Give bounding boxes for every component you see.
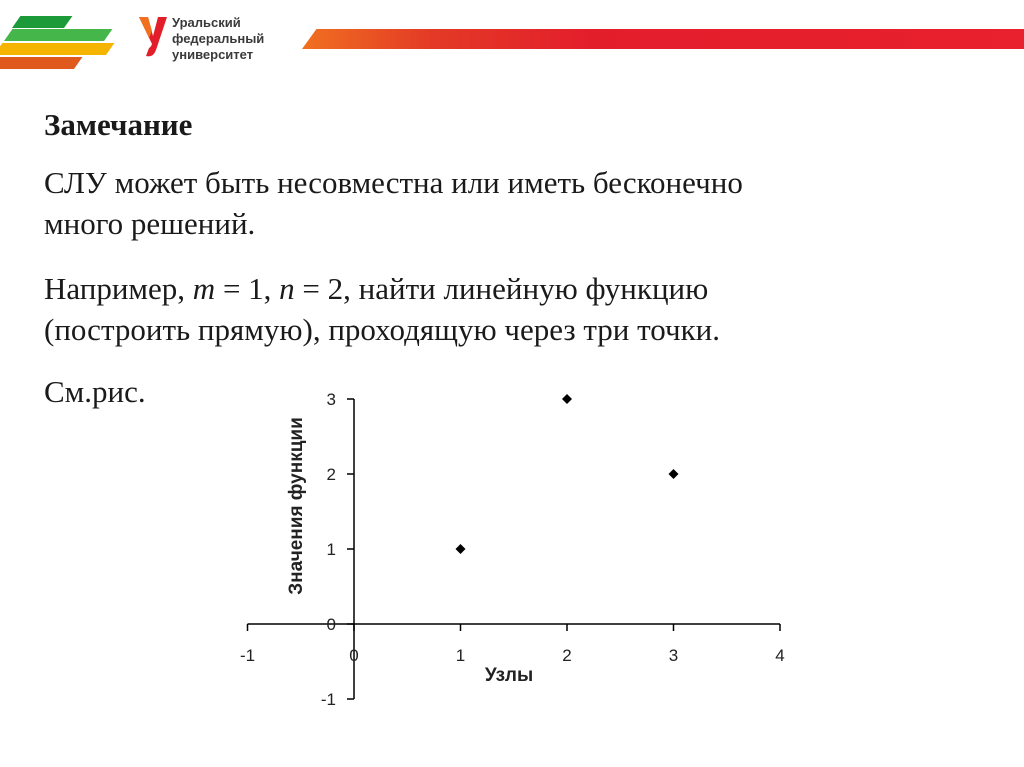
paragraph-example-line-2: (построить прямую), проходящую через три точки. xyxy=(44,312,720,347)
y-tick-label: -1 xyxy=(320,690,336,709)
data-point xyxy=(562,394,572,404)
y-tick-label: 0 xyxy=(326,615,336,634)
x-axis-title: Узлы xyxy=(484,665,534,686)
see-figure-text: См.рис. xyxy=(44,374,146,409)
var-n: n xyxy=(279,271,295,306)
x-tick-label: 2 xyxy=(562,646,572,665)
logo-line-2: федеральный xyxy=(172,31,265,46)
y-tick-label: 2 xyxy=(326,465,336,484)
y-tick-label: 3 xyxy=(326,390,336,409)
data-point xyxy=(456,544,466,554)
x-tick-label: -1 xyxy=(239,646,256,665)
logo-line-3: университет xyxy=(172,47,254,62)
y-tick-label: 1 xyxy=(326,540,336,559)
paragraph-remark-line-2: много решений. xyxy=(44,206,256,241)
slide-title: Замечание xyxy=(44,107,193,142)
y-axis-title: Значения функции xyxy=(286,417,307,595)
x-tick-label: 1 xyxy=(455,646,466,665)
example-rest: = 2, найти линейную функцию xyxy=(294,271,709,306)
example-lead: Например, xyxy=(44,271,193,306)
example-m-eq: = 1, xyxy=(215,271,280,306)
x-tick-label: 4 xyxy=(775,646,785,665)
data-point xyxy=(669,469,679,479)
paragraph-remark-line-1: СЛУ может быть несовместна или иметь бесконечно xyxy=(44,165,743,200)
var-m: m xyxy=(192,271,216,306)
x-tick-label: 3 xyxy=(668,646,679,665)
x-tick-label: 0 xyxy=(349,646,359,665)
logo-line-1: Уральский xyxy=(172,15,241,30)
